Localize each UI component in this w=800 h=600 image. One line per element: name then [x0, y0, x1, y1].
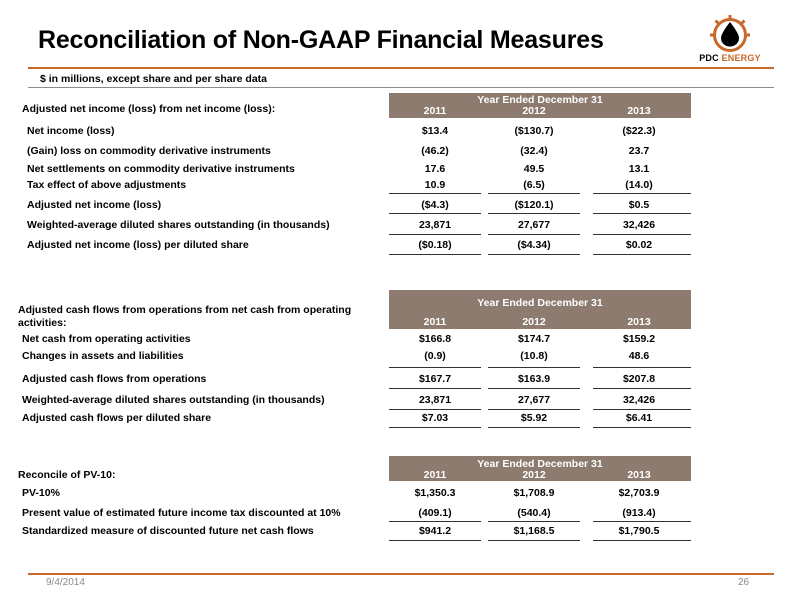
section2-cell: $7.03: [421, 412, 449, 424]
section1-cell: 49.5: [523, 163, 545, 175]
total-rule: [488, 427, 580, 428]
section1-cell: $13.4: [421, 125, 449, 137]
total-rule: [389, 427, 481, 428]
section2-year-2011: 2011: [423, 316, 447, 328]
section1-cell: 13.1: [628, 163, 650, 175]
total-rule: [593, 409, 691, 410]
section1-row-label: (Gain) loss on commodity derivative instruments: [27, 145, 271, 157]
total-rule: [593, 213, 691, 214]
section2-cell: 32,426: [622, 394, 656, 406]
subtotal-rule: [488, 367, 580, 368]
section2-header-band: [389, 290, 691, 329]
section1-cell: ($4.3): [421, 199, 449, 211]
subtotal-rule: [593, 521, 691, 522]
section1-row-label: Weighted-average diluted shares outstanding (in thousands): [27, 219, 330, 231]
section1-header-title: Year Ended December 31: [477, 94, 603, 106]
section3-year-2012: 2012: [522, 469, 546, 481]
section1-row-label: Net settlements on commodity derivative instruments: [27, 163, 295, 175]
section1-cell: (6.5): [523, 179, 545, 191]
section3-row-label: Present value of estimated future income tax discounted at 10%: [22, 507, 341, 519]
section3-cell: $1,790.5: [618, 525, 660, 537]
section1-cell: 23,871: [418, 219, 452, 231]
section2-row-label: Changes in assets and liabilities: [22, 350, 184, 362]
logo-word-pdc: PDC: [699, 53, 719, 63]
total-rule: [593, 234, 691, 235]
section1-cell: $0.02: [625, 239, 653, 251]
section3-label: Reconcile of PV-10:: [18, 469, 116, 481]
subtotal-rule: [389, 367, 481, 368]
total-rule: [389, 388, 481, 389]
total-rule: [389, 213, 481, 214]
section1-cell: 27,677: [517, 219, 551, 231]
section1-row-label: Net income (loss): [27, 125, 115, 137]
section3-cell: (913.4): [622, 507, 656, 519]
total-rule: [488, 409, 580, 410]
section2-row-label: Adjusted cash flows from operations: [22, 373, 207, 385]
section2-year-2012: 2012: [522, 316, 546, 328]
subtotal-rule: [389, 193, 481, 194]
section2-cell: $6.41: [625, 412, 653, 424]
section1-cell: ($0.18): [418, 239, 452, 251]
section2-cell: 48.6: [628, 350, 650, 362]
section2-cell: $5.92: [520, 412, 548, 424]
section1-cell: ($120.1): [514, 199, 554, 211]
subtitle-divider: [28, 87, 774, 88]
section2-cell: 23,871: [418, 394, 452, 406]
section3-cell: $2,703.9: [618, 487, 660, 499]
section3-cell: (409.1): [418, 507, 452, 519]
section1-row-label: Adjusted net income (loss): [27, 199, 162, 211]
section2-cell: 27,677: [517, 394, 551, 406]
section1-cell: ($4.34): [517, 239, 551, 251]
section3-row-label: Standardized measure of discounted future net cash flows: [22, 525, 314, 537]
section1-cell: 17.6: [424, 163, 446, 175]
section3-cell: $1,350.3: [414, 487, 456, 499]
total-rule: [488, 234, 580, 235]
subtotal-rule: [488, 193, 580, 194]
section2-label-line1: Adjusted cash flows from operations from net cash from operating: [18, 304, 352, 316]
subtotal-rule: [389, 521, 481, 522]
section1-cell: ($130.7): [514, 125, 554, 137]
subtotal-rule: [593, 367, 691, 368]
section1-cell: (32.4): [520, 145, 548, 157]
section2-cell: (10.8): [520, 350, 548, 362]
total-rule: [488, 540, 580, 541]
section3-cell: $1,168.5: [513, 525, 555, 537]
section3-year-2013: 2013: [627, 469, 651, 481]
section3-header-band: [389, 456, 691, 481]
total-rule: [488, 388, 580, 389]
footer-divider: [28, 573, 774, 575]
section1-cell: 32,426: [622, 219, 656, 231]
total-rule: [593, 427, 691, 428]
section1-cell: $0.5: [628, 199, 650, 211]
section1-label: Adjusted net income (loss) from net income (loss):: [22, 103, 276, 115]
section1-cell: ($22.3): [622, 125, 656, 137]
subtotal-rule: [593, 193, 691, 194]
section3-cell: $941.2: [418, 525, 452, 537]
total-rule: [593, 540, 691, 541]
section2-label-line2: activities:: [18, 317, 67, 329]
section3-year-2011: 2011: [423, 469, 447, 481]
logo-wordmark: [694, 53, 766, 63]
total-rule: [593, 388, 691, 389]
page-title: Reconciliation of Non-GAAP Financial Measures: [38, 26, 604, 54]
section2-year-2013: 2013: [627, 316, 651, 328]
section2-row-label: Net cash from operating activities: [22, 333, 191, 345]
total-rule: [488, 254, 580, 255]
section2-cell: $167.7: [418, 373, 452, 385]
subtotal-rule: [488, 521, 580, 522]
total-rule: [389, 409, 481, 410]
section1-cell: (14.0): [625, 179, 653, 191]
section2-cell: (0.9): [424, 350, 446, 362]
title-divider: [28, 67, 774, 69]
section2-cell: $174.7: [517, 333, 551, 345]
section1-cell: 10.9: [424, 179, 446, 191]
section1-year-2011: 2011: [423, 105, 447, 117]
section1-header-band: [389, 93, 691, 118]
section2-cell: $163.9: [517, 373, 551, 385]
section2-cell: $207.8: [622, 373, 656, 385]
section1-year-2012: 2012: [522, 105, 546, 117]
total-rule: [389, 234, 481, 235]
total-rule: [389, 254, 481, 255]
total-rule: [593, 254, 691, 255]
section3-row-label: PV-10%: [22, 487, 60, 499]
total-rule: [389, 540, 481, 541]
page-number: 26: [738, 577, 750, 588]
section3-cell: $1,708.9: [513, 487, 555, 499]
footer-date: 9/4/2014: [46, 577, 85, 588]
section1-cell: (46.2): [421, 145, 449, 157]
section2-row-label: Adjusted cash flows per diluted share: [22, 412, 212, 424]
units-note: $ in millions, except share and per share data: [40, 73, 268, 85]
section2-cell: $166.8: [418, 333, 452, 345]
section2-cell: $159.2: [622, 333, 656, 345]
section2-header-title: Year Ended December 31: [477, 297, 603, 309]
drop-logo-icon: [710, 14, 750, 52]
pdc-energy-logo: [694, 14, 766, 70]
section2-row-label: Weighted-average diluted shares outstanding (in thousands): [22, 394, 325, 406]
total-rule: [488, 213, 580, 214]
section1-year-2013: 2013: [627, 105, 651, 117]
section1-row-label: Tax effect of above adjustments: [27, 179, 187, 191]
logo-word-energy: ENERGY: [721, 53, 761, 63]
section3-cell: (540.4): [517, 507, 551, 519]
section3-header-title: Year Ended December 31: [477, 458, 603, 470]
section1-row-label: Adjusted net income (loss) per diluted share: [27, 239, 249, 251]
section1-cell: 23.7: [628, 145, 650, 157]
